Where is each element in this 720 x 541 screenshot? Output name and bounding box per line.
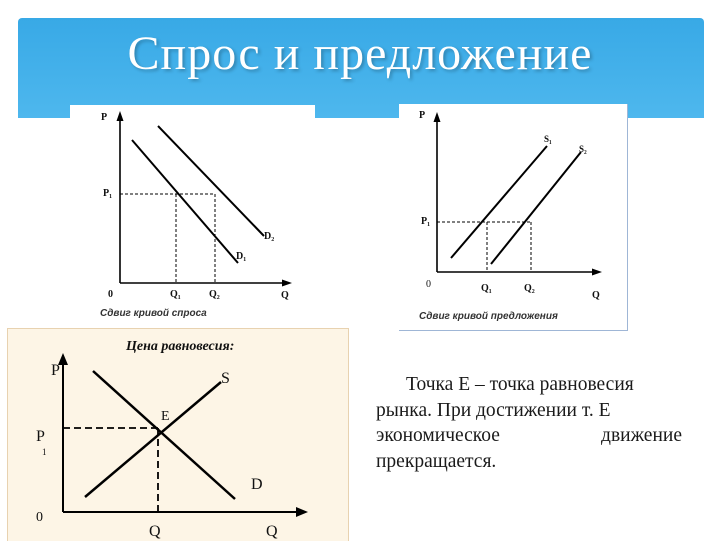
s2-label: S₂ [579, 144, 587, 154]
y-axis-arrow [117, 111, 124, 121]
text-line-2: рынка. При достижении т. E [376, 399, 611, 421]
demand-shift-svg [70, 105, 315, 330]
text-line-4: прекращается. [376, 450, 497, 472]
text-line-1: Точка E – точка равновесия [406, 374, 634, 395]
demand-curve [93, 371, 235, 499]
y-axis-arrow [434, 112, 441, 122]
demand-curve-d1 [132, 140, 238, 263]
origin-label: 0 [426, 279, 431, 290]
supply-curve-s1 [451, 146, 547, 258]
title-banner [0, 0, 720, 118]
x-axis-arrow [296, 507, 308, 517]
demand-label: D [251, 476, 263, 493]
equilibrium-title: Цена равновесия: [126, 339, 235, 354]
demand-chart-caption: Сдвиг кривой спроса [100, 308, 207, 319]
d2-label: D₂ [264, 231, 275, 242]
x-axis-arrow [282, 280, 292, 287]
q2-label: Q₂ [209, 289, 220, 300]
slide-title: Спрос и предложение [127, 27, 593, 80]
x-axis-label: Q [592, 290, 600, 301]
explanation-text [376, 372, 682, 474]
d1-label: D₁ [236, 251, 247, 262]
price-label: P₁ [103, 188, 113, 199]
demand-shift-chart [70, 105, 315, 330]
quantity-label: Q [149, 523, 161, 540]
origin-label: 0 [36, 510, 43, 525]
supply-chart-caption: Сдвиг кривой предложения [419, 311, 558, 322]
y-axis-label: P [101, 112, 108, 123]
x-axis-arrow [592, 269, 602, 276]
text-line-3: экономическое движение [376, 425, 682, 446]
origin-label: 0 [108, 289, 113, 300]
q1-label: Q₁ [481, 283, 492, 294]
x-axis-label: Q [266, 523, 278, 540]
demand-curve-d2 [158, 126, 264, 236]
equilibrium-svg [8, 329, 348, 541]
supply-shift-chart [399, 104, 628, 331]
x-axis-label: Q [281, 290, 289, 301]
supply-label: S [221, 370, 230, 387]
supply-shift-svg [399, 104, 627, 330]
y-axis-label: P [419, 110, 426, 121]
s1-label: S₁ [544, 134, 552, 144]
supply-curve-s2 [491, 152, 581, 264]
price-subscript: 1 [42, 447, 47, 457]
supply-curve [85, 382, 221, 497]
equilibrium-chart [7, 328, 349, 541]
y-axis-label: P [51, 362, 60, 379]
q1-label: Q₁ [170, 289, 181, 300]
q2-label: Q₂ [524, 283, 535, 294]
equilibrium-point-label: E [161, 409, 170, 424]
price-label: P [36, 428, 45, 445]
price-label: P₁ [421, 216, 431, 227]
